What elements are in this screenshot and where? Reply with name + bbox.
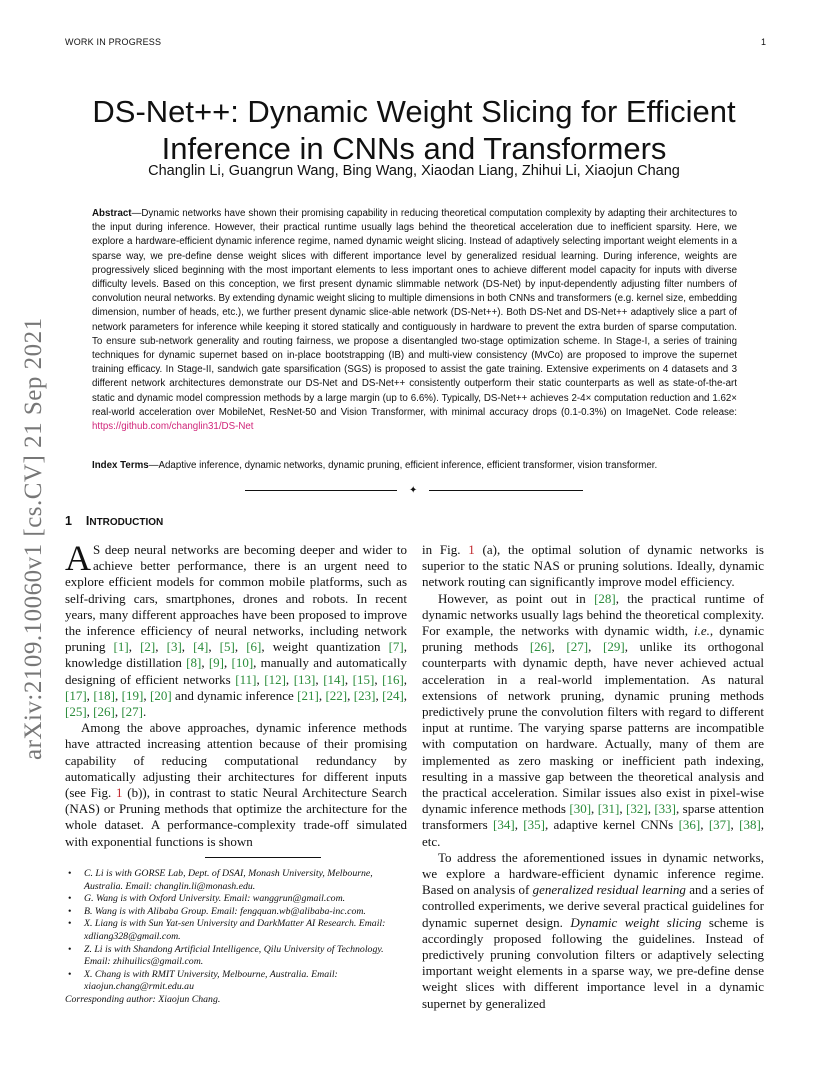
citation-link[interactable]: [10] — [231, 655, 254, 671]
citation-link[interactable]: [27] — [566, 639, 589, 655]
citation-link[interactable]: [32] — [626, 801, 648, 817]
citation-link[interactable]: [24] — [382, 687, 404, 703]
paragraph-text: , sparse attention transformers — [422, 801, 765, 833]
citation-link[interactable]: [11] — [235, 671, 257, 687]
italic-term: Dynamic weight slicing — [570, 914, 702, 930]
intro-paragraph-3 — [422, 542, 764, 591]
citation-link[interactable]: [25] — [65, 704, 87, 720]
paragraph-text: , unlike its orthogonal counterparts with dynamic depth, have never achieved actual acceleration in a real-world implementation. As natural extensions of network pruning, dynamic pruning methods predictively prune the convolution filters with regard to different input at runtime. The varying sparse patterns are incompatible with computation on hardware. Actually, many of them are implemented as zero masking or inefficient path indexing, resulting in a massive gap between the theoretical analysis and the practical acceleration. Similar issues also exist in pixel-wise dynamic inference methods — [422, 639, 765, 817]
citation-link[interactable]: [22] — [325, 687, 348, 703]
citation-link[interactable]: [16] — [382, 671, 404, 687]
index-terms-text: —Adaptive inference, dynamic networks, dynamic pruning, efficient inference, efficient transformer, vision transformer. — [148, 460, 658, 471]
citation-link[interactable]: [1] — [113, 639, 129, 655]
footnote-item: • X. Chang is with RMIT University, Melbourne, Australia. Email: xiaojun.chang@rmit.edu.au — [65, 969, 407, 994]
citation-link[interactable]: [30] — [569, 801, 592, 817]
footnote-item: • B. Wang is with Alibaba Group. Email: fengquan.wb@alibaba-inc.com. — [65, 906, 407, 919]
figure-reference-link[interactable]: 1 — [116, 785, 123, 801]
citation-link[interactable]: [4] — [193, 639, 209, 655]
paragraph-text: (a), the optimal solution of dynamic networks is superior to the static NAS or pruning solutions. Ideally, dynamic network routing can significantly improve model efficiency. — [422, 542, 764, 590]
paragraph-text: scheme is accordingly proposed following the guidelines. Instead of predictively pruning convolution filters or adaptively selecting important weight elements in a sparse way, we pre-define dense weight slices with different importance level in a dynamic supernet by generalized — [422, 914, 765, 1011]
paragraph-text: , dynamic pruning methods — [422, 623, 764, 655]
footnote-item: • C. Li is with GORSE Lab, Dept. of DSAI, Monash University, Melbourne, Australia. Email: changlin.li@monash.edu. — [65, 868, 407, 893]
abstract — [92, 207, 737, 434]
section-title-initial: I — [85, 514, 90, 528]
intro-paragraph-4: However, as point out in [28], the practical runtime of dynamic networks usually lags behind the theoretical complexity. For example, the networks with dynamic width, i.e., dynamic pruning methods [26], [27], [29], unlike its orthogonal counterparts with dynamic depth, have never achieved actual acceleration in a real-world implementation. As natural extensions of network pruning, dynamic pruning methods predictively prune the convolution filters with regard to different input at runtime. The varying sparse patterns are incompatible with computation on hardware. Actually, many of them are implemented as zero masking or inefficient path indexing, resulting in a massive gap between the theoretical analysis and the practical acceleration. Similar issues also exist in pixel-wise dynamic inference methods [30], [31], [32], [33], sparse attention transformers [34], [35], adaptive kernel CNNs [36], [37], [38], etc. — [422, 590, 765, 849]
italic-ie: i.e. — [694, 623, 710, 639]
paragraph-text: Among the above approaches, dynamic inference methods have attracted increasing attention because of their promising capability of reducing computational redundancy by automatically adjusting their architectures for different inputs (see Fig. — [65, 720, 407, 801]
paragraph-text: S deep neural networks are becoming deeper and wider to achieve better performance, there is an urgent need to explore efficient models for common mobile platforms, such as self-driving cars, smartphones, drones and robots. In recent years, many different approaches have been proposed to improve the inference efficiency of neural networks, including network pruning — [65, 542, 407, 655]
paragraph-text: in Fig. — [422, 542, 469, 557]
left-column — [65, 538, 408, 850]
cite-group: [1], [2], [3], [4], [5], [6] — [113, 639, 262, 655]
citation-link[interactable]: [5] — [219, 639, 235, 655]
corresponding-author: Corresponding author: Xiaojun Chang. — [65, 994, 221, 1005]
author-list: Changlin Li, Guangrun Wang, Bing Wang, Xiaodan Liang, Zhihui Li, Xiaojun Chang — [148, 163, 680, 179]
paper-title: DS-Net++: Dynamic Weight Slicing for Efficient Inference in CNNs and Transformers — [92, 93, 736, 166]
citation-link[interactable]: [27] — [121, 704, 144, 720]
citation-link[interactable]: [12] — [264, 671, 286, 687]
citation-link[interactable]: [36] — [678, 817, 701, 833]
citation-link[interactable]: [19] — [121, 687, 144, 703]
divider-line-left — [245, 490, 397, 491]
abstract-text: —Dynamic networks have shown their promising capability in reducing theoretical computation complexity by adapting their architectures to the input during inference. However, their practical runtime usually lags behind the theoretical acceleration due to inefficient sparsity. Here, we explore a hardware-efficient dynamic inference regime, named dynamic weight slicing. Instead of adaptively selecting important weight elements in a sparse way, we pre-define dense weight slices with different importance level by generalized residual learning. During inference, weights are progressively sliced beginning with the most important elements to less important ones to achieve different model capacity for inputs with diverse difficulty levels. Based on this conception, we first present dynamic slimmable network (DS-Net) by input-dependently adjusting filter numbers of convolution neural networks. By extending dynamic weight slicing to multiple dimensions in both CNNs and transformers (e.g. kernel size, embedding dimension, number of heads, etc.), we further present dynamic slice-able network (DS-Net++). Both DS-Net and DS-Net++ adaptively slice a part of network parameters for inference while keeping it stored statically and contiguously in hardware to prevent the extra burden of sparse computation. To ensure sub-network generality and routing fairness, we propose a disentangled two-stage optimization scheme. In Stage-I, a series of training techniques for dynamic supernet based on in-place bootstrapping (IB) and multi-view consistency (MvCo) are proposed to improve the supernet training efficacy. In Stage-II, sandwich gate sparsification (SGS) is proposed to assist the gate training. Extensive experiments on 4 datasets and 3 different network architectures demonstrate our DS-Net and DS-Net++ consistently outperform their static counterparts as well as state-of-the-art static and dynamic model compression methods by a large margin (up to 6.6%). Typically, DS-Net++ achieves 2-4× computation reduction and 1.62× real-world acceleration over MobileNet, ResNet-50 and Vision Transformer, with minimal accuracy drops (0.1-0.3%) on ImageNet. Code release: — [92, 208, 737, 418]
citation-link[interactable]: [3] — [166, 639, 182, 655]
citation-link[interactable]: [26] — [93, 704, 115, 720]
section-heading — [65, 514, 163, 528]
citation-link[interactable]: [31] — [597, 801, 620, 817]
citation-link[interactable]: [33] — [654, 801, 677, 817]
section-title-rest: NTRODUCTION — [89, 517, 164, 528]
paragraph-text: , etc. — [422, 817, 765, 849]
citation-link[interactable]: [8] — [186, 655, 202, 671]
paragraph-text: and dynamic inference — [171, 687, 298, 703]
citation-link[interactable]: [6] — [246, 639, 262, 655]
citation-link[interactable]: [7] — [388, 639, 404, 655]
citation-link[interactable]: [15] — [352, 671, 375, 687]
right-column — [422, 542, 764, 1012]
citation-link[interactable]: [26] — [529, 639, 552, 655]
citation-link[interactable]: [2] — [140, 639, 156, 655]
index-terms-label: Index Terms — [92, 460, 149, 471]
citation-link[interactable]: [34] — [493, 817, 515, 833]
paragraph-text: However, as point out in — [438, 590, 595, 606]
intro-paragraph-5 — [422, 850, 764, 1012]
footnote-item: • Z. Li is with Shandong Artificial Intelligence, Qilu University of Technology. Email: zhihuilics@gmail.com. — [65, 944, 407, 969]
citation-link[interactable]: [13] — [293, 671, 316, 687]
paragraph-text: , knowledge distillation — [65, 639, 408, 671]
paragraph-text: , the practical runtime of dynamic networks usually lags behind the theoretical complexity. For example, the networks with dynamic width, — [422, 590, 764, 639]
divider-line-right — [429, 490, 583, 491]
citation-link[interactable]: [20] — [149, 687, 172, 703]
intro-paragraph-1: A S deep neural networks are becoming deeper and wider to achieve better performance, there is an urgent need to explore efficient models for common mobile platforms, such as self-driving cars, smartphones, drones and robots. In recent years, many different approaches have been proposed to improve the inference efficiency of neural networks, including network pruning [1], [2], [3], [4], [5], [6], weight quantization [7], knowledge distillation [8], [9], [10], manually and automatically designing of efficient networks [11], [12], [13], [14], [15], [16], [17], [18], [19], [20] and dynamic inference [21], [22], [23], [24], [25], [26], [27]. — [65, 538, 408, 720]
citation-link[interactable]: [18] — [93, 687, 115, 703]
paragraph-text: and a series of controlled experiments, we derive several practical guidelines for dynamic supernet design. — [422, 882, 764, 930]
paragraph-text: (b)), in contrast to static Neural Architecture Search (NAS) or Pruning methods that optimize the architecture for the whole dataset. A performance-complexity trade-off simulated with exponential functions is shown — [65, 785, 407, 849]
figure-reference-link[interactable]: 1 — [468, 542, 475, 557]
running-head: WORK IN PROGRESS — [65, 37, 162, 47]
citation-link[interactable]: [28] — [594, 590, 616, 606]
citation-link[interactable]: [35] — [523, 817, 545, 833]
page-number: 1 — [760, 37, 766, 47]
citation-link[interactable]: [14] — [323, 671, 345, 687]
citation-link[interactable]: [21] — [297, 687, 319, 703]
citation-link[interactable]: [38] — [739, 817, 761, 833]
paragraph-text: , weight quantization — [261, 639, 389, 655]
italic-term: generalized residual learning — [532, 882, 686, 898]
citation-link[interactable]: [23] — [353, 687, 376, 703]
citation-link[interactable]: [17] — [65, 687, 87, 703]
paragraph-text: To address the aforementioned issues in dynamic networks, we explore a hardware-efficient dynamic inference regime. Based on analysis of — [422, 849, 764, 898]
paragraph-text: , manually and automatically designing of efficient networks — [65, 655, 408, 687]
index-terms — [92, 459, 737, 473]
paragraph-text: . — [143, 704, 147, 720]
arxiv-stamp: arXiv:2109.10060v1 [cs.CV] 21 Sep 2021 — [20, 317, 47, 760]
divider-star-icon: ✦ — [409, 485, 418, 496]
citation-link[interactable]: [37] — [708, 817, 731, 833]
drop-cap: A — [65, 538, 91, 578]
section-number: 1 — [65, 514, 72, 528]
section-divider — [245, 486, 585, 496]
intro-paragraph-2 — [65, 720, 407, 850]
footnote-item: • G. Wang is with Oxford University. Email: wanggrun@gmail.com. — [65, 893, 407, 906]
footnote-item: • X. Liang is with Sun Yat-sen University and DarkMatter AI Research. Email: xdliang328@gmail.com. — [65, 918, 407, 943]
citation-link[interactable]: [29] — [603, 639, 625, 655]
footnote-rule — [205, 857, 321, 858]
citation-link[interactable]: [9] — [208, 655, 224, 671]
abstract-label: Abstract — [92, 208, 132, 219]
paragraph-text: , adaptive kernel CNNs — [544, 817, 679, 833]
affiliation-footnotes — [65, 868, 407, 994]
code-release-link[interactable]: https://github.com/changlin31/DS-Net — [92, 421, 254, 433]
